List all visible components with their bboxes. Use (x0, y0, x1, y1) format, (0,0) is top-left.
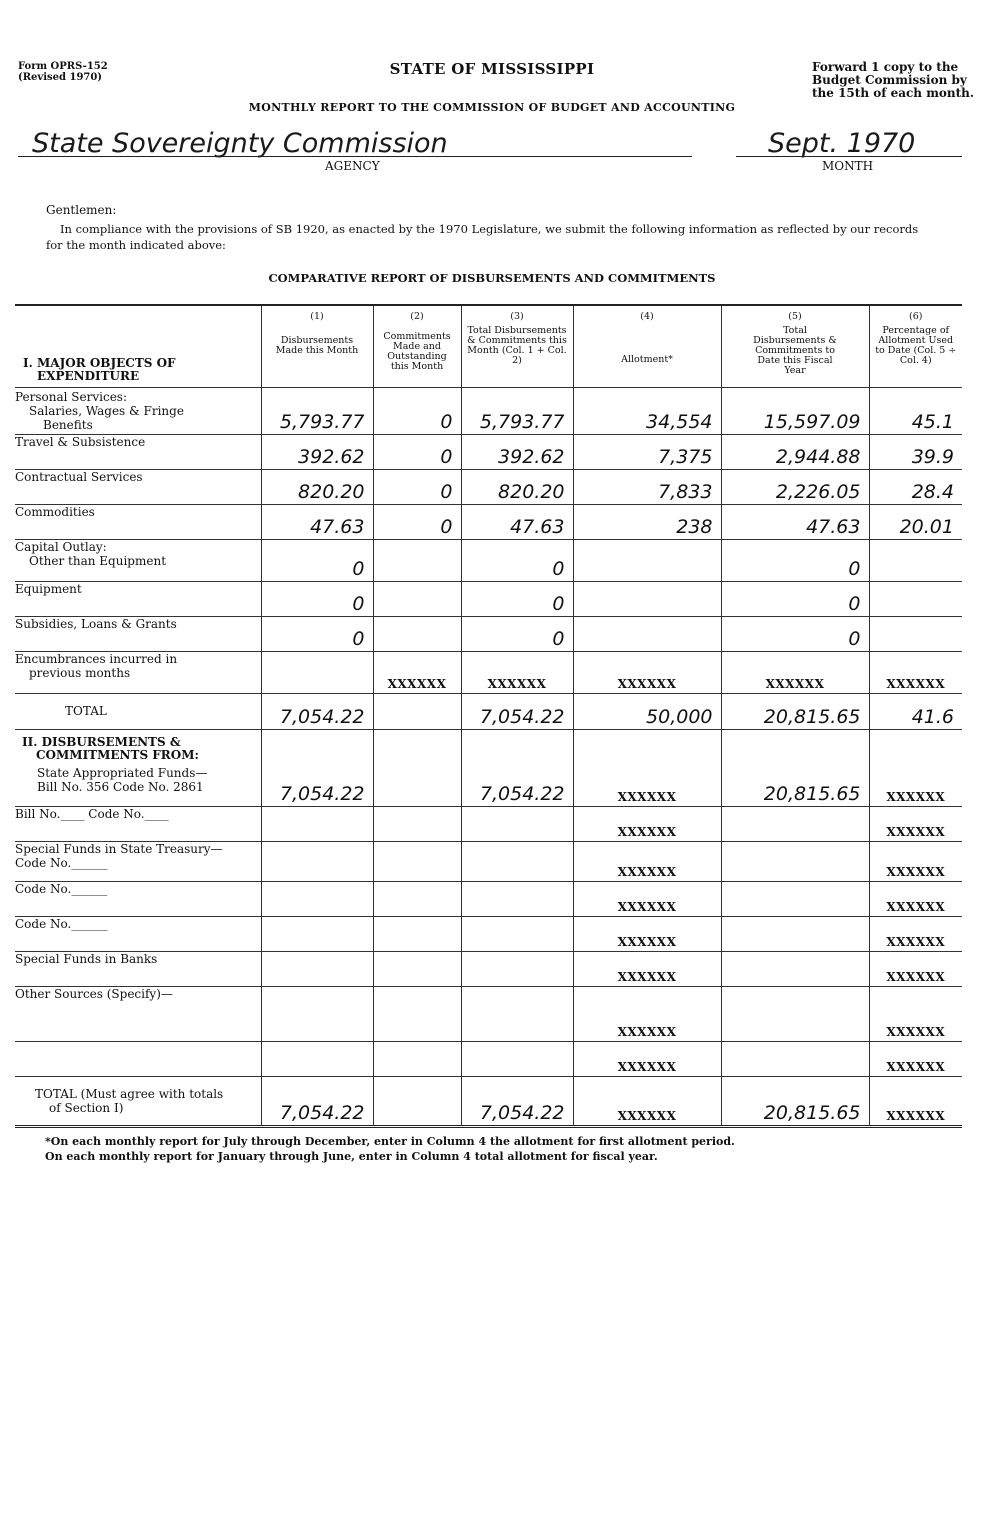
section1-row (15, 581, 962, 616)
agency-label: AGENCY (325, 159, 380, 173)
cell-col-3[interactable] (461, 986, 573, 1041)
cell-col-5[interactable]: 2,944.88 (721, 434, 869, 469)
section1-row (15, 539, 962, 581)
row-label: Commodities (15, 504, 261, 539)
cell-col-5[interactable] (721, 841, 869, 881)
cell-col-4[interactable]: 7,833 (573, 469, 721, 504)
cell-col-5[interactable] (721, 916, 869, 951)
cell-col-3[interactable] (461, 916, 573, 951)
cell-col-5[interactable]: 20,815.65 (721, 729, 869, 806)
column-header-row (15, 305, 962, 387)
cell-col-3[interactable]: 7,054.22 (461, 693, 573, 729)
section2-row (15, 806, 962, 841)
column-header-3: (3) Total Disbursements & Commitments this Month (Col. 1 + Col. 2) (461, 305, 573, 387)
cell-col-4[interactable]: XXXXXX (573, 916, 721, 951)
footnote-1: *On each monthly report for July through December, enter in Column 4 the allotment for first allotment period. (45, 1135, 735, 1148)
row-label: Bill No.____ Code No.____ (15, 806, 261, 841)
cell-col-1[interactable]: 0 (261, 581, 373, 616)
month-field[interactable]: Sept. 1970 (768, 128, 916, 159)
agency-field[interactable]: State Sovereignty Commission (32, 128, 448, 159)
row-label: Personal Services: Salaries, Wages & Fringe Benefits (15, 387, 261, 434)
cell-col-5[interactable]: 0 (721, 539, 869, 581)
row-label: Code No.______ (15, 916, 261, 951)
section1-row (15, 469, 962, 504)
row-label: Special Funds in Banks (15, 951, 261, 986)
cell-col-6[interactable] (869, 616, 962, 651)
cell-col-6[interactable]: XXXXXX (869, 1076, 962, 1126)
cell-col-5[interactable]: 15,597.09 (721, 387, 869, 434)
footnote-2: On each monthly report for January through June, enter in Column 4 total allotment for fiscal year. (45, 1150, 658, 1163)
column-header-6: (6) Percentage of Allotment Used to Date (Col. 5 ÷ Col. 4) (869, 305, 962, 387)
cell-col-6[interactable]: XXXXXX (869, 1041, 962, 1076)
section1-title: I. MAJOR OBJECTS OF EXPENDITURE (15, 305, 261, 387)
row-label: Subsidies, Loans & Grants (15, 616, 261, 651)
cell-col-2[interactable] (373, 539, 461, 581)
cell-col-4[interactable]: XXXXXX (573, 1041, 721, 1076)
cell-col-4[interactable] (573, 616, 721, 651)
row-label: TOTAL (Must agree with totals of Section I) (15, 1076, 261, 1126)
column-header-5: (5) Total Disbursements & Commitments to Date this Fiscal Year (721, 305, 869, 387)
cell-col-3[interactable] (461, 951, 573, 986)
row-label: Travel & Subsistence (15, 434, 261, 469)
cell-col-4[interactable]: 50,000 (573, 693, 721, 729)
section1-row (15, 616, 962, 651)
cell-col-2[interactable]: XXXXXX (373, 651, 461, 693)
cell-col-2[interactable] (373, 986, 461, 1041)
row-label: Encumbrances incurred in previous months (15, 651, 261, 693)
cell-col-2[interactable] (373, 916, 461, 951)
row-label: Contractual Services (15, 469, 261, 504)
cell-col-5[interactable]: 20,815.65 (721, 693, 869, 729)
cell-col-4[interactable]: 34,554 (573, 387, 721, 434)
row-label: Code No.______ (15, 881, 261, 916)
cell-col-4[interactable]: XXXXXX (573, 729, 721, 806)
cell-col-1[interactable] (261, 986, 373, 1041)
cell-col-1[interactable] (261, 806, 373, 841)
cell-col-2[interactable] (373, 806, 461, 841)
cell-col-3[interactable]: XXXXXX (461, 651, 573, 693)
cell-col-5[interactable]: 0 (721, 581, 869, 616)
cell-col-3[interactable]: 47.63 (461, 504, 573, 539)
cell-col-1[interactable]: 392.62 (261, 434, 373, 469)
row-label (15, 1041, 261, 1076)
cell-col-5[interactable] (721, 1041, 869, 1076)
cell-col-2[interactable] (373, 881, 461, 916)
cell-col-2[interactable]: 0 (373, 387, 461, 434)
cell-col-1[interactable]: 7,054.22 (261, 693, 373, 729)
cell-col-2[interactable]: 0 (373, 434, 461, 469)
cell-col-1[interactable] (261, 651, 373, 693)
cell-col-5[interactable]: 2,226.05 (721, 469, 869, 504)
month-underline (736, 156, 962, 157)
cell-col-5[interactable]: XXXXXX (721, 651, 869, 693)
cell-col-3[interactable]: 0 (461, 581, 573, 616)
cell-col-2[interactable] (373, 841, 461, 881)
forward-note: Forward 1 copy to the Budget Commission by the 15th of each month. (812, 60, 975, 100)
cell-col-4[interactable]: XXXXXX (573, 1076, 721, 1126)
cell-col-3[interactable]: 7,054.22 (461, 729, 573, 806)
cell-col-1[interactable]: 0 (261, 616, 373, 651)
state-title: STATE OF MISSISSIPPI (389, 60, 595, 78)
row-label: Capital Outlay: Other than Equipment (15, 539, 261, 581)
salutation: Gentlemen: (46, 203, 117, 217)
cell-col-2[interactable] (373, 693, 461, 729)
cell-col-2[interactable] (373, 1041, 461, 1076)
cell-col-4[interactable]: 238 (573, 504, 721, 539)
cell-col-6[interactable]: 39.9 (869, 434, 962, 469)
cell-col-4[interactable]: 7,375 (573, 434, 721, 469)
cell-col-6[interactable]: 28.4 (869, 469, 962, 504)
cell-col-6[interactable]: XXXXXX (869, 951, 962, 986)
column-header-2: (2) Commitments Made and Outstanding this Month (373, 305, 461, 387)
compliance-text: In compliance with the provisions of SB 1920, as enacted by the 1970 Legislature, we submit the following information as reflected by our records for the month indicated above: (46, 222, 919, 252)
row-label: Other Sources (Specify)— (15, 986, 261, 1041)
cell-col-5[interactable]: 47.63 (721, 504, 869, 539)
cell-col-3[interactable]: 0 (461, 539, 573, 581)
cell-col-5[interactable] (721, 881, 869, 916)
cell-col-3[interactable]: 820.20 (461, 469, 573, 504)
cell-col-6[interactable]: 45.1 (869, 387, 962, 434)
cell-col-6[interactable] (869, 539, 962, 581)
month-label: MONTH (822, 159, 874, 173)
cell-col-2[interactable] (373, 1076, 461, 1126)
report-title: MONTHLY REPORT TO THE COMMISSION OF BUDGET AND ACCOUNTING (248, 101, 736, 114)
cell-col-4[interactable]: XXXXXX (573, 986, 721, 1041)
cell-col-6[interactable]: XXXXXX (869, 881, 962, 916)
cell-col-6[interactable] (869, 581, 962, 616)
section2-row (15, 951, 962, 986)
cell-col-4[interactable] (573, 539, 721, 581)
cell-col-3[interactable] (461, 881, 573, 916)
section2-row (15, 729, 962, 806)
cell-col-1[interactable] (261, 841, 373, 881)
cell-col-6[interactable]: XXXXXX (869, 986, 962, 1041)
cell-col-1[interactable]: 5,793.77 (261, 387, 373, 434)
cell-col-1[interactable]: 7,054.22 (261, 1076, 373, 1126)
cell-col-2[interactable]: 0 (373, 504, 461, 539)
row-label: II. DISBURSEMENTS & COMMITMENTS FROM: State Appropriated Funds— Bill No. 356 Code No. 2861 (15, 729, 261, 806)
cell-col-6[interactable]: XXXXXX (869, 651, 962, 693)
section2-row (15, 1076, 962, 1126)
cell-col-6[interactable]: XXXXXX (869, 729, 962, 806)
cell-col-6[interactable]: XXXXXX (869, 916, 962, 951)
section1-row (15, 434, 962, 469)
cell-col-3[interactable]: 0 (461, 616, 573, 651)
cell-col-3[interactable] (461, 806, 573, 841)
cell-col-5[interactable] (721, 986, 869, 1041)
cell-col-4[interactable]: XXXXXX (573, 806, 721, 841)
cell-col-6[interactable]: XXXXXX (869, 806, 962, 841)
column-header-1: (1) Disbursements Made this Month (261, 305, 373, 387)
agency-underline (18, 156, 692, 157)
cell-col-1[interactable] (261, 1041, 373, 1076)
section2-row (15, 881, 962, 916)
cell-col-3[interactable] (461, 841, 573, 881)
column-header-4: (4) Allotment* (573, 305, 721, 387)
cell-col-3[interactable]: 392.62 (461, 434, 573, 469)
cell-col-6[interactable]: 41.6 (869, 693, 962, 729)
cell-col-1[interactable]: 0 (261, 539, 373, 581)
cell-col-3[interactable] (461, 1041, 573, 1076)
cell-col-5[interactable]: 0 (721, 616, 869, 651)
cell-col-4[interactable]: XXXXXX (573, 841, 721, 881)
cell-col-2[interactable] (373, 581, 461, 616)
form-revision: (Revised 1970) (18, 72, 103, 83)
cell-col-1[interactable] (261, 916, 373, 951)
cell-col-4[interactable] (573, 581, 721, 616)
cell-col-2[interactable]: 0 (373, 469, 461, 504)
section1-row (15, 651, 962, 693)
cell-col-3[interactable]: 7,054.22 (461, 1076, 573, 1126)
cell-col-1[interactable] (261, 881, 373, 916)
row-label: Special Funds in State Treasury— Code No.______ (15, 841, 261, 881)
report-heading: COMPARATIVE REPORT OF DISBURSEMENTS AND COMMITMENTS (268, 271, 716, 285)
section1-row (15, 693, 962, 729)
cell-col-2[interactable] (373, 951, 461, 986)
section1-row (15, 504, 962, 539)
form-number: Form OPRS-152 (18, 61, 108, 72)
section2-title: II. DISBURSEMENTS & COMMITMENTS FROM: (22, 734, 199, 762)
cell-col-2[interactable] (373, 616, 461, 651)
row-label: Equipment (15, 581, 261, 616)
cell-col-1[interactable] (261, 951, 373, 986)
cell-col-1[interactable]: 47.63 (261, 504, 373, 539)
section2-row (15, 1041, 962, 1076)
section2-row (15, 986, 962, 1041)
report-table (15, 304, 962, 1128)
footnotes (45, 1134, 735, 1164)
cell-col-3[interactable]: 5,793.77 (461, 387, 573, 434)
cell-col-1[interactable]: 7,054.22 (261, 729, 373, 806)
cell-col-5[interactable]: 20,815.65 (721, 1076, 869, 1126)
cell-col-6[interactable]: 20.01 (869, 504, 962, 539)
cell-col-2[interactable] (373, 729, 461, 806)
cell-col-4[interactable]: XXXXXX (573, 881, 721, 916)
cell-col-4[interactable]: XXXXXX (573, 951, 721, 986)
cell-col-4[interactable]: XXXXXX (573, 651, 721, 693)
row-label: TOTAL (15, 693, 261, 729)
section2-row (15, 841, 962, 881)
cell-col-5[interactable] (721, 951, 869, 986)
cell-col-6[interactable]: XXXXXX (869, 841, 962, 881)
section2-row (15, 916, 962, 951)
section1-row (15, 387, 962, 434)
cell-col-5[interactable] (721, 806, 869, 841)
cell-col-1[interactable]: 820.20 (261, 469, 373, 504)
